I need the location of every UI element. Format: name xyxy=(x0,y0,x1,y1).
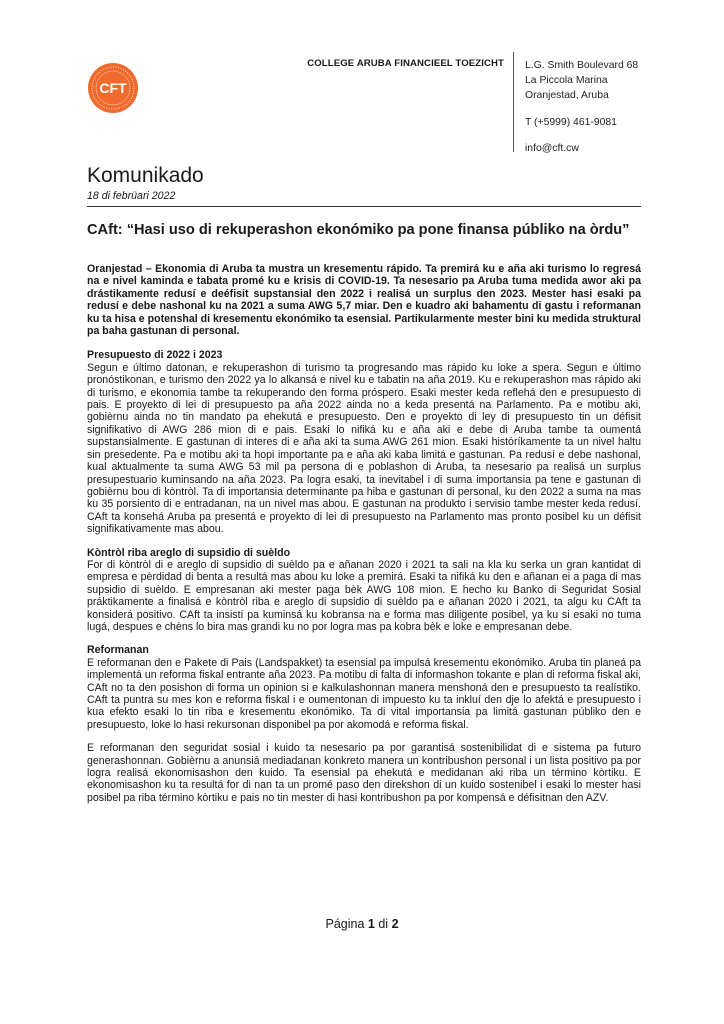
page-footer xyxy=(0,917,724,931)
section-paragraph: E reformanan den seguridat sosial i kuido ta nesesario pa por garantisá sostenibilidat di e sistema pa futuro generashonnan. Gobièrnu a anunsiá mediadanan konkreto manera un kontribushon personal i un lista positivo pa por logra realisá ekonomisashon den kuido. Ta esensial pa ehekutá e medidanan aki riba un término kòrtiku. E ekonomisashon ku ta resultá for di nan ta un promé paso den direkshon di un kuido sostenibel i esaki lo mester hasi posibel pa riba término kòrtiku e pais no tin mester di hasi kontribushon pa por kompensá e défisitnan den AZV. xyxy=(87,742,641,804)
of-label: di xyxy=(378,917,389,931)
logo-text: CFT xyxy=(99,80,127,96)
lead-paragraph: Oranjestad – Ekonomia di Aruba ta mustra un kresementu rápido. Ta premirá ku e aña aki turismo lo regresá na e nivel kaminda e tabata promé ku e krisis di COVID-19. Ta nesesario pa Aruba tuma medida awor aki pa drástikamente redusí e deéfisit supstansial den 2022 i realisá un surplus den 2023. Mester hasi esaki pa redusí e debe nashonal ku na 2021 a suma AWG 5,7 miar. Den e kuadro aki bahamentu di gastu i reformanan ku ta hisa e potenshal di kresementu ekonómiko ta esensial. Partikularmente mester bini ku medida struktural pa baha gastunan di personal. xyxy=(87,263,641,338)
page-label: Página xyxy=(325,917,365,931)
phone-number: T (+5999) 461-9081 xyxy=(525,117,617,128)
document-body xyxy=(87,263,641,804)
section-paragraph: Segun e último datonan, e rekuperashon di turismo ta progresando mas rápido ku loke a spera. Segun e último pronóstikonan, e turismo den 2022 ya lo alkansá e nivel ku e tabatin na aña 2019. Ku e rekuperashon mas rápido aki di turismo, e ekonomia tambe ta rekuperando den forma próspero. Esaki mester keda reflehá den e presupuesto di pais. E proyekto di lei di presupuesto pa aña 2022 ainda no a keda presentá na Parlamento. Pa e motibu aki, gobièrnu ainda no tin mandato pa ehekutá e presupuesto. Den e proyekto di ley di presupuesto tin un défisit signifikativo di AWG 286 mion di e pais. Esaki lo nifiká ku e aña aki e debe di Aruba tambe ta oumentá supstansialmente. E gastunan di interes di e aña aki ta suma AWG 261 mion. Esaki históríkamente ta un nivel haltu sin presedente. Pa e motibu aki ta hopi importante pa e aña aki kaba limitá e gastunan. Pa redusí e debe nashonal, kual aktualmente ta suma AWG 53 mil pa persona di e poblashon di Aruba, ta nesesario pa realisá un surplus presupestuario kuminsando na aña 2023. Pa logra esaki, ta inevitabel i di suma importansia pa tene e gastunan di gobièrnu bou di kòntròl. Ta di importansia determinante pa hiba e gastunan di personal, ku den 2022 a suma na mas ku 35 porsiento di e entradanan, na un nivel mas abou. E gastunan na produkto i servisio tambe mester keda redusí. CAft ta konsehá Aruba pa presentá e proyekto di lei di presupuesto na Parlamento mas pronto posibel ku un défisit signifikativamente mas abou. xyxy=(87,361,641,536)
section-heading: Presupuesto di 2022 i 2023 xyxy=(87,349,223,362)
section-paragraph: For di kòntròl di e areglo di supsidio di suèldo pa e añanan 2020 i 2021 ta sali na kla ku serka un gran kantidat di empresa e pèrdidad di benta a resultá mas abou ku loke a premirá. Esaki ta nifiká ku den e añanan ei a paga di mas supsidio di suèldo. E empresanan aki mester paga bèk AWG 108 mion. E hecho ku Banko di Seguridat Sosial práktikamente a finalisá e kòntròl riba e areglo di supsidio di suèldo pa e añanan 2020 i 2021, ta algu ku CAft ta konsiderá positivo. CAft ta insistí pa kuminsá ku kobransa na e forma mas diligente posibel, ya ku si esaki no tuma lugá, despues e chèns lo bira mas grandi ku no por logra mas pa kobra bèk e loke e empresanan debe. xyxy=(87,558,641,633)
address-block xyxy=(525,58,715,156)
document-title: Komunikado xyxy=(87,164,204,187)
address-line: La Piccola Marina xyxy=(525,75,608,86)
document-date: 18 di febrüari 2022 xyxy=(87,190,176,202)
section-paragraph: E reformanan den e Pakete di Pais (Landspakket) ta esensial pa impulsá kresementu ekonómiko. Aruba tin planeá pa implementá un reforma fiskal entrante aña 2023. Pa motibu di falta di informashon tokante e plan di reforma fiskal aki, CAft no ta den posishon di forma un opinion si e kalkulashonnan manera menshoná den e presupuesto ta realístiko. CAft ta puntra su mes kon e reforma fiskal i e oumentonan di impuesto ku ta inkluí den dje lo afektá e presupuesto i kua efekto esaki lo tin riba e kresementu ekonómiko. Ta di vital importansia pa limitá gastunan públiko den e presupuesto, loke lo hasi rekursonan disponibel pa por akomodá e reforma fiskal. xyxy=(87,656,641,731)
organization-name: COLLEGE ARUBA FINANCIEEL TOEZICHT xyxy=(307,58,504,69)
section-heading: Kòntròl riba areglo di supsidio di suèldo xyxy=(87,546,291,559)
total-pages: 2 xyxy=(391,917,399,931)
cft-logo xyxy=(87,62,139,114)
email-address[interactable]: info@cft.cw xyxy=(525,143,579,154)
press-release-headline: CAft: “Hasi uso di rekuperashon ekonómiko pa pone finansa públiko na òrdu” xyxy=(87,222,630,238)
section-heading: Reformanan xyxy=(87,644,149,657)
title-divider xyxy=(87,206,641,207)
page-number: 1 xyxy=(367,917,375,931)
address-divider xyxy=(513,52,514,152)
address-line: L.G. Smith Boulevard 68 xyxy=(525,60,639,71)
address-line: Oranjestad, Aruba xyxy=(525,90,609,101)
